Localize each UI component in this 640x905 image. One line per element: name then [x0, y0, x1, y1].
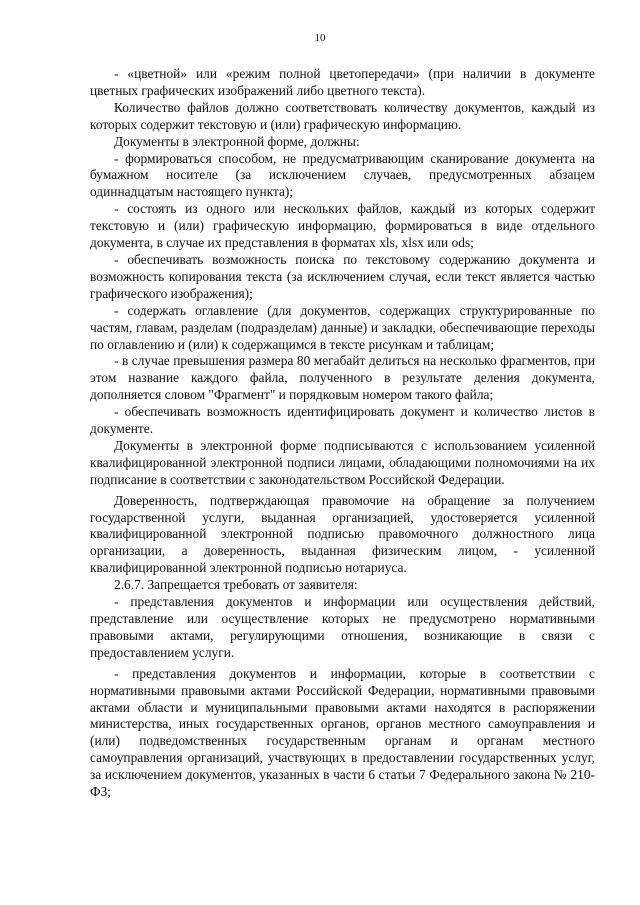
paragraph: - представления документов и информации, которые в соответствии с нормативными правовыми актами Российской Федерации, нормативными правовыми актами области и муниципальными правовыми актами находятся в распоряжении министерства, иных государственных органов, органов местного самоуправления и (или) подведомственных государственным органам и органам местного самоуправления организаций, участвующих в предоставлении государственных услуг, за исключением документов, указанных в части 6 статьи 7 Федерального закона № 210-ФЗ; [90, 665, 595, 800]
paragraph: Документы в электронной форме подписываются с использованием усиленной квалифицированной электронной подписи лицами, обладающими полномочиями на их подписание в соответствии с законодательством Российской Федерации. [90, 437, 595, 487]
paragraph: - обеспечивать возможность идентифицировать документ и количество листов в документе. [90, 404, 595, 437]
paragraph: Доверенность, подтверждающая правомочие на обращение за получением государственной услуги, выданная организацией, удостоверяется усиленной квалифицированной электронной подписью правомочного должностного лица организации, а доверенность, выданная физическим лицом, - усиленной квалифицированной электронной подписью нотариуса. [90, 492, 595, 576]
paragraph: - в случае превышения размера 80 мегабайт делиться на несколько фрагментов, при этом название каждого файла, полученного в результате деления документа, дополняется словом "Фрагмент" и порядковым номером такого файла; [90, 353, 595, 403]
paragraph: - «цветной» или «режим полной цветопередачи» (при наличии в документе цветных графических изображений либо цветного текста). [90, 66, 595, 98]
paragraph: - представления документов и информации или осуществления действий, представление или осуществление которых не предусмотрено нормативными правовыми актами, регулирующими отношения, возникающие в связи с предоставлением услуги. [90, 594, 595, 660]
paragraph: Количество файлов должно соответствовать количеству документов, каждый из которых содержит текстовую и (или) графическую информацию. [90, 99, 595, 132]
paragraph: 2.6.7. Запрещается требовать от заявителя: [114, 577, 358, 593]
paragraph: - обеспечивать возможность поиска по текстовому содержанию документа и возможность копирования текста (за исключением случая, если текст является частью графического изображения); [90, 251, 595, 301]
paragraph: - содержать оглавление (для документов, содержащих структурированные по частям, главам, разделам (подразделам) данные) и закладки, обеспечивающие переходы по оглавлению и (или) к содержащимся в тексте рисункам и таблицам; [90, 302, 595, 352]
body-text [90, 66, 595, 801]
paragraph: - формироваться способом, не предусматривающим сканирование документа на бумажном носителе (за исключением случаев, предусмотренных абзацем одиннадцатым настоящего пункта); [90, 150, 595, 200]
page-number: 10 [314, 32, 326, 44]
paragraph: Документы в электронной форме, должны: [114, 133, 360, 149]
paragraph: - состоять из одного или нескольких файлов, каждый из которых содержит текстовую и (или) графическую информацию, формироваться в виде отдельного документа, в случае их представления в форматах xls, xlsx или ods; [90, 201, 595, 251]
